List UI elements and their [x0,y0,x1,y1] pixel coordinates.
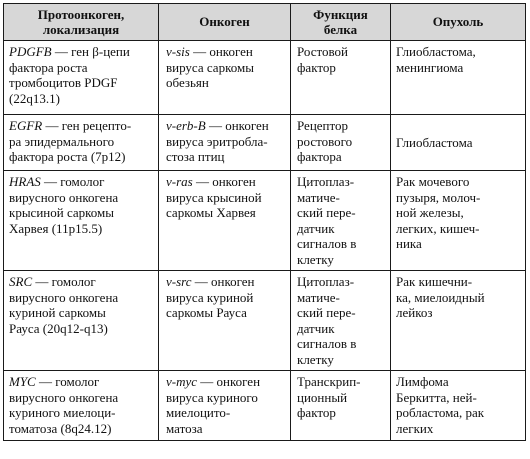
protein-function-cell: Цитоплаз- матиче- ский пере- датчик сигналов в клетку [291,171,391,271]
tumor-cell: Глиобластома [391,115,526,171]
proto-oncogene-cell [4,171,159,271]
header-oncogene: Онкоген [159,4,291,41]
proto-oncogene-cell [4,271,159,371]
tumor-cell: Лимфома Беркитта, ней- робластома, рак легких [391,371,526,441]
oncogene-symbol: v-ras [166,174,193,189]
gene-description: — гомолог вирусного онкогена крысиной саркомы Харвея (11p15.5) [9,174,119,236]
header-protein-function: Функция белка [291,4,391,41]
tumor-cell: Рак мочевого пузыря, молоч- ной железы, легких, кишеч- ника [391,171,526,271]
table-row [4,115,526,171]
oncogene-cell [159,271,291,371]
oncogene-symbol: v-src [166,274,192,289]
table-row [4,271,526,371]
gene-symbol: MYC [9,374,36,389]
gene-symbol: SRC [9,274,33,289]
oncogene-description: — онкоген вируса куриной саркомы Рауса [166,274,255,320]
oncogene-symbol: v-myc [166,374,198,389]
oncogene-description: — онкоген вируса саркомы обезьян [166,44,254,90]
protein-function-cell: Рецептор ростового фактора [291,115,391,171]
proto-oncogene-cell [4,371,159,441]
proto-oncogene-cell [4,115,159,171]
header-tumor: Опухоль [391,4,526,41]
gene-symbol: HRAS [9,174,41,189]
oncogene-cell [159,171,291,271]
gene-description: — ген β-цепи фактора роста тромбоцитов PDGF (22q13.1) [9,44,130,106]
tumor-cell: Глиобластома, менингиома [391,41,526,115]
oncogene-description: — онкоген вируса крысиной саркомы Харвея [166,174,262,220]
gene-description: — ген рецепто- ра эпидермального фактора роста (7p12) [9,118,132,164]
oncogene-symbol: v-erb-B [166,118,206,133]
tumor-cell: Рак кишечни- ка, миелоидный лейкоз [391,271,526,371]
oncogene-cell [159,115,291,171]
table-row [4,371,526,441]
gene-symbol: EGFR [9,118,43,133]
oncogene-description: — онкоген вируса куриного миелоцито- матоза [166,374,261,436]
gene-description: — гомолог вирусного онкогена куриной саркомы Рауса (20q12-q13) [9,274,119,336]
gene-description: — гомолог вирусного онкогена куриного миелоци- томатоза (8q24.12) [9,374,119,436]
oncogene-table-container [3,3,526,441]
table-row [4,171,526,271]
gene-symbol: PDGFB [9,44,52,59]
protein-function-cell: Транскрип- ционный фактор [291,371,391,441]
header-row [4,4,526,41]
oncogene-cell [159,371,291,441]
protein-function-cell: Цитоплаз- матиче- ский пере- датчик сигналов в клетку [291,271,391,371]
proto-oncogene-cell [4,41,159,115]
protein-function-cell: Ростовой фактор [291,41,391,115]
header-proto-oncogene: Протоонкоген, локализация [4,4,159,41]
oncogene-symbol: v-sis [166,44,190,59]
oncogene-description: — онкоген вируса эритробла- стоза птиц [166,118,269,164]
oncogene-table [3,3,526,441]
table-row [4,41,526,115]
oncogene-cell [159,41,291,115]
